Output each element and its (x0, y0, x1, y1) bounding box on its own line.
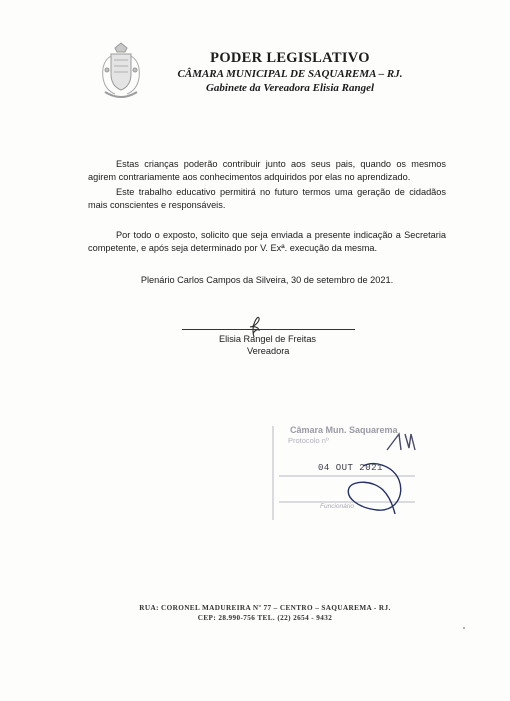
body-paragraph-3: Por todo o exposto, solicito que seja enviada a presente indicação a Secretaria competente, e após seja determinado por V. Exª. execução da mesma. (88, 230, 446, 253)
letterhead (170, 50, 410, 95)
place-and-date: Plenário Carlos Campos da Silveira, 30 de setembro de 2021. (140, 275, 394, 285)
footer-address-block (100, 603, 430, 623)
stamp-employee-label: Funcionário (320, 503, 354, 510)
body-paragraph-2: Este trabalho educativo permitirá no futuro termos uma geração de cidadãos mais conscientes e responsáveis. (88, 187, 446, 210)
letterhead-subtitle: CÂMARA MUNICIPAL DE SAQUAREMA – RJ. (177, 68, 403, 80)
stamp-date: 04 OUT 2021 (318, 463, 383, 473)
signer-name: Elisia Rangel de Freitas (219, 334, 317, 344)
body-paragraph-1: Estas crianças poderão contribuir junto aos seus pais, quando os mesmos agirem contrariamente aos conhecimentos adquiridos por elas no aprendizado. (88, 159, 446, 182)
signature-line (182, 329, 355, 330)
letterhead-office: Gabinete da Vereadora Elisia Rangel (205, 82, 375, 94)
coat-of-arms-emblem (95, 40, 147, 104)
stamp-protocol-label: Protocolo nº (288, 436, 329, 445)
scan-speck (463, 627, 465, 629)
stamp-institution: Câmara Mun. Saquarema (290, 425, 398, 435)
letterhead-title: PODER LEGISLATIVO (210, 50, 370, 66)
signer-role: Vereadora (247, 346, 290, 356)
footer-address: RUA: CORONEL MADUREIRA Nº 77 – CENTRO – SAQUAREMA - RJ. (139, 604, 391, 612)
footer-contact: CEP: 28.990-756 TEL. (22) 2654 - 9432 (197, 614, 333, 622)
